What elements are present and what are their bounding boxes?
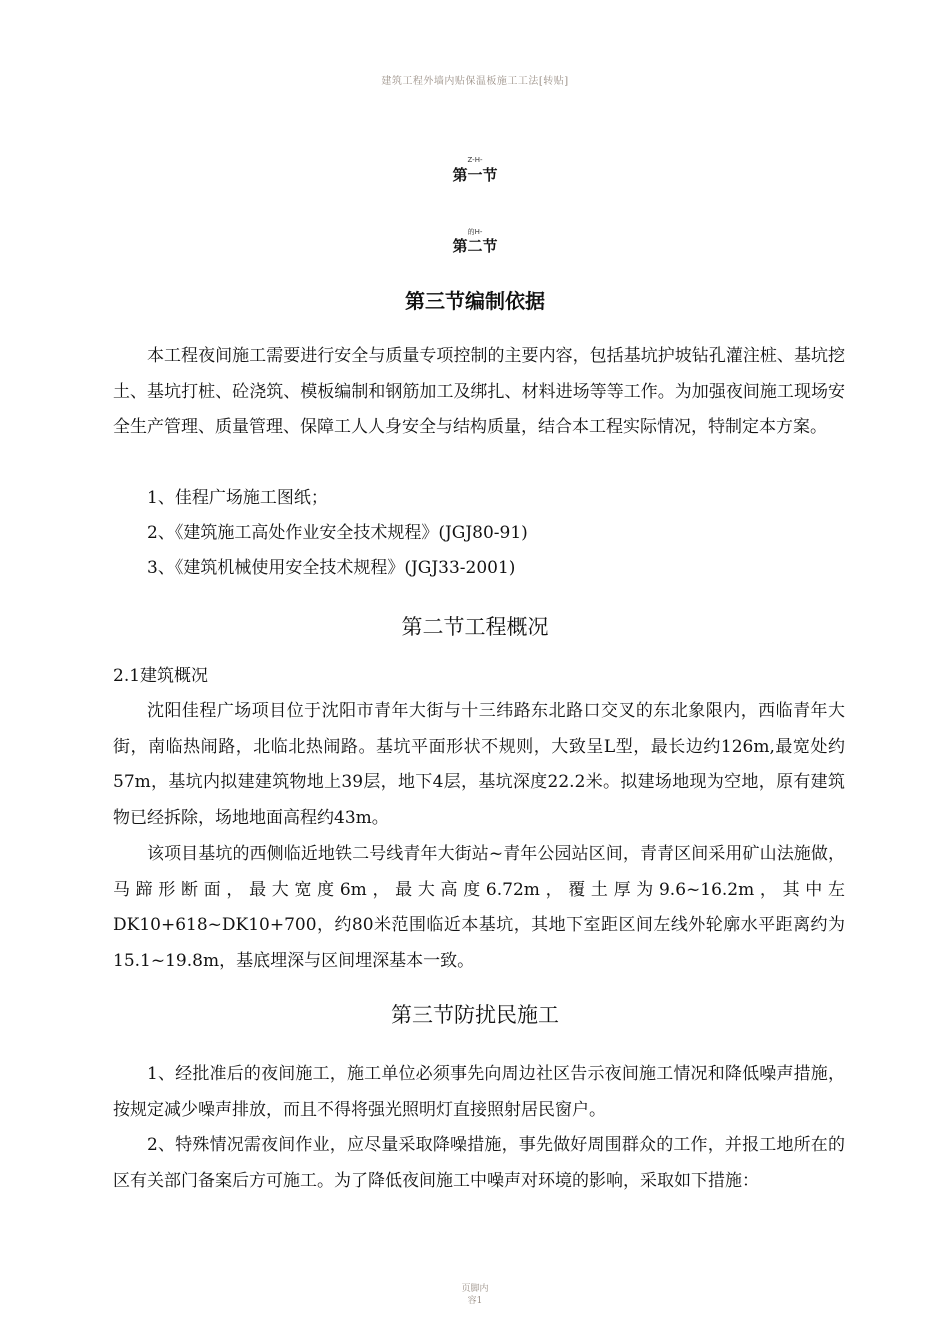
footer-line-1: 页脚内: [461, 1284, 489, 1294]
disturbance-paragraph-2: 2、特殊情况需夜间作业，应尽量采取降噪措施，事先做好周围群众的工作，并报工地所在的区有关部门备案后方可施工。为了降低夜间施工中噪声对环境的影响，采取如下措施：: [113, 1135, 845, 1191]
overview-paragraph-2: 该项目基坑的西侧临近地铁二号线青年大街站~青年公园站区间，青青区间采用矿山法施做，马蹄形断面，最大宽度6m，最大高度6.72m，覆土厚为9.6~16.2m，其中左DK10+618~DK10+700，约80米范围临近本基坑，其地下室距区间左线外轮廓水平距离约为15.1~19.8m，基底埋深与区间埋深基本一致。: [113, 844, 845, 971]
toc-title-1: 第一节: [452, 166, 498, 184]
disturbance-paragraph-1: 1、经批准后的夜间施工，施工单位必须事先向周边社区告示夜间施工情况和降低噪声措施，按规定减少噪声排放，而且不得将强光照明灯直接照射居民窗户。: [113, 1064, 845, 1120]
overview-paragraph-1: 沈阳佳程广场项目位于沈阳市青年大街与十三纬路东北路口交叉的东北象限内，西临青年大街，南临热闹路，北临北热闹路。基坑平面形状不规则，大致呈L型，最长边约126m,最宽处约57m，基坑内拟建建筑物地上39层，地下4层，基坑深度22.2米。拟建场地现为空地，原有建筑物已经拆除，场地地面高程约43m。: [113, 701, 845, 828]
basis-item-2: 2、《建筑施工高处作业安全技术规程》(JGJ80-91): [147, 523, 528, 543]
toc-label-2: 的H-: [467, 228, 483, 236]
overview-subheading: 2.1建筑概况: [113, 666, 209, 686]
toc-title-2: 第二节: [452, 237, 498, 255]
toc-label-1: Z-H-: [467, 156, 483, 164]
heading-basis: 第三节编制依据: [405, 289, 545, 313]
page-footer: [0, 1283, 950, 1307]
running-header: 建筑工程外墙内贴保温板施工工法[转贴]: [381, 76, 569, 87]
heading-disturbance: 第三节防扰民施工: [391, 1003, 559, 1027]
basis-item-1: 1、佳程广场施工图纸；: [147, 488, 328, 508]
footer-line-2: 容1: [467, 1296, 483, 1306]
basis-paragraph: 本工程夜间施工需要进行安全与质量专项控制的主要内容，包括基坑护坡钻孔灌注桩、基坑挖土、基坑打桩、砼浇筑、模板编制和钢筋加工及绑扎、材料进场等等工作。为加强夜间施工现场安全生产管理、质量管理、保障工人人身安全与结构质量，结合本工程实际情况，特制定本方案。: [113, 346, 845, 437]
basis-item-3: 3、《建筑机械使用安全技术规程》(JGJ33-2001): [147, 558, 516, 578]
heading-overview: 第二节工程概况: [401, 615, 549, 639]
